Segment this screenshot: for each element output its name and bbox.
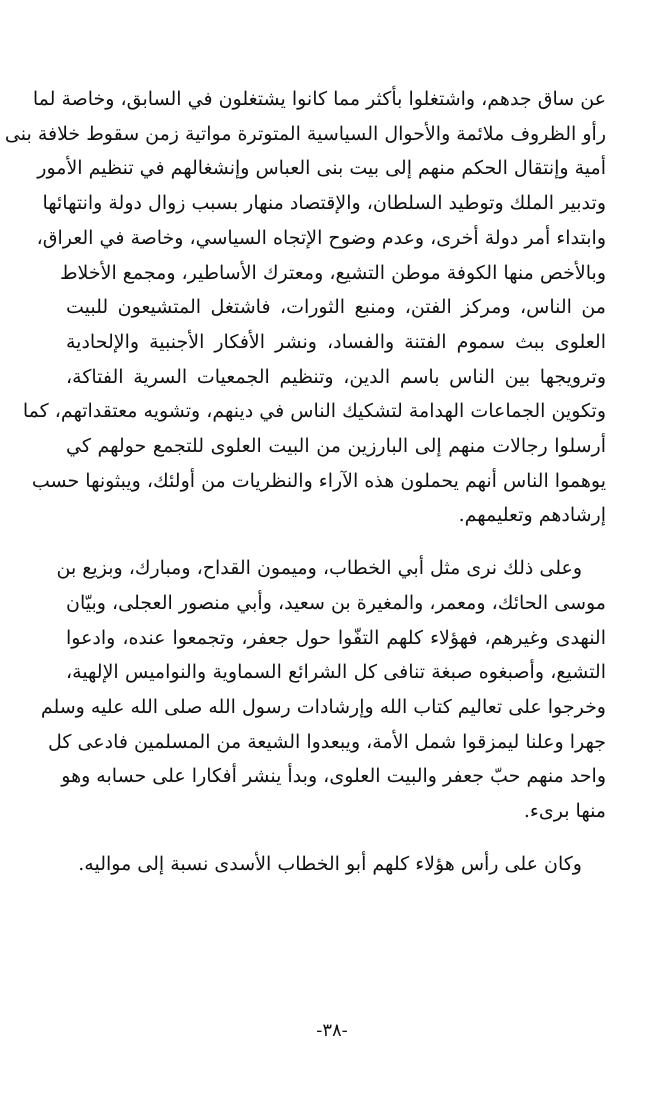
text-line: من الناس، ومركز الفتن، ومنبع الثورات، فاشتغل المتشيعون للبيت xyxy=(66,296,606,319)
text-line: وتدبير الملك وتوطيد السلطان، والإقتصاد منهار بسبب زوال دولة وانتهائها xyxy=(42,192,606,215)
text-line: جهرا وعلنا ليمزقوا شمل الأمة، ويبعدوا الشيعة من المسلمين فادعى كل xyxy=(47,730,606,753)
text-line: منها برىء. xyxy=(523,800,606,823)
text-line: النهدى وغيرهم، فهؤلاء كلهم التفّوا حول جعفر، وتجمعوا عنده، وادعوا xyxy=(66,626,606,649)
text-line: وكان على رأس هؤلاء كلهم أبو الخطاب الأسدى نسبة إلى مواليه. xyxy=(78,852,582,875)
text-line: واحد منهم حبّ جعفر والبيت العلوى، وبدأ ينشر أفكارا على حسابه وهو xyxy=(61,765,606,788)
text-line: رأو الظروف ملائمة والأحوال السياسية المتوترة مواتية زمن سقوط خلافة بنى xyxy=(4,122,606,145)
text-line: وبالأخص منها الكوفة موطن التشيع، ومعترك الأساطير، ومجمع الأخلاط xyxy=(59,261,606,284)
text-line: إرشادهم وتعليمهم. xyxy=(458,504,606,527)
page-number: -٣٨- xyxy=(316,1020,348,1041)
paragraph xyxy=(40,551,606,829)
paragraph xyxy=(4,82,606,533)
text-line: وتكوين الجماعات الهدامة لتشكيك الناس في دينهم، وتشويه معتقداتهم، كما xyxy=(22,400,606,423)
text-line: وعلى ذلك نرى مثل أبي الخطاب، وميمون القداح، ومبارك، وبزيع بن xyxy=(56,557,582,580)
body-text xyxy=(4,82,606,881)
paragraph-gap xyxy=(66,533,606,551)
text-line: العلوى ببث سموم الفتنة والفساد، ونشر الأفكار الأجنبية والإلحادية xyxy=(66,330,606,353)
text-line: وخرجوا على تعاليم كتاب الله وإرشادات رسول الله صلى الله عليه وسلم xyxy=(40,695,606,718)
text-line: أرسلوا رجالات منهم إلى البارزين من البيت العلوى للتجمع حولهم كي xyxy=(66,435,606,458)
text-line: وابتداء أمر دولة أخرى، وعدم وضوح الإتجاه السياسي، وخاصة في العراق، xyxy=(36,226,606,249)
text-line: التشيع، وأصبغوه صبغة تنافى كل الشرائع السماوية والنواميس الإلهية، xyxy=(66,661,606,684)
text-line: وترويجها بين الناس باسم الدين، وتنظيم الجمعيات السرية الفتاكة، xyxy=(66,365,606,388)
paragraph xyxy=(66,847,606,882)
text-line: يوهموا الناس أنهم يحملون هذه الآراء والنظريات من أولئك، ويبثونها حسب xyxy=(31,469,606,492)
text-line: موسى الحائك، ومعمر، والمغيرة بن سعيد، وأبي منصور العجلى، وبيّان xyxy=(66,591,606,614)
text-line: أمية وإنتقال الحكم منهم إلى بيت بنى العباس وإنشغالهم في تنظيم الأمور xyxy=(37,157,606,180)
paragraph-gap xyxy=(66,829,606,847)
text-line: عن ساق جدهم، واشتغلوا بأكثر مما كانوا يشتغلون في السابق، وخاصة لما xyxy=(32,88,606,110)
